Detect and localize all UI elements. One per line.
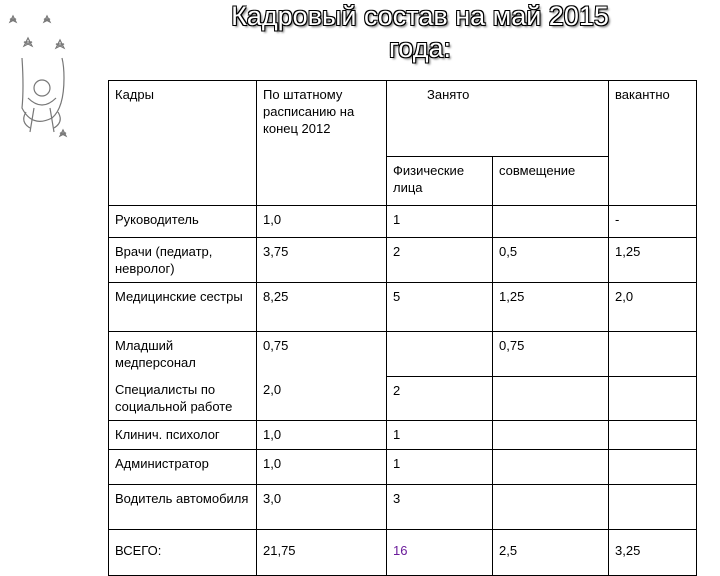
row-vacant: 3,25 [609, 530, 697, 576]
row-name: ВСЕГО: [109, 530, 257, 576]
row-physical: 1 [387, 450, 493, 485]
row-vacant [609, 332, 697, 377]
row-planned: 1,0 [257, 450, 387, 485]
row-physical: 2 [387, 238, 493, 283]
row-physical: 3 [387, 485, 493, 530]
row-planned: 2,0 [257, 376, 387, 421]
row-combined [493, 206, 609, 238]
row-physical [387, 332, 493, 377]
row-physical: 16 [387, 530, 493, 576]
table-row [109, 206, 697, 238]
header-staff: Кадры [109, 81, 257, 206]
header-physical: Физические лица [387, 157, 493, 206]
row-combined: 0,75 [493, 332, 609, 377]
table-row-total [109, 530, 697, 576]
row-vacant: - [609, 206, 697, 238]
row-physical: 1 [387, 206, 493, 238]
row-name: Младший медперсонал [109, 332, 257, 377]
row-planned: 3,0 [257, 485, 387, 530]
row-physical: 5 [387, 283, 493, 332]
row-planned: 3,75 [257, 238, 387, 283]
table-row [109, 376, 697, 421]
row-combined: 1,25 [493, 283, 609, 332]
row-vacant [609, 485, 697, 530]
row-vacant: 2,0 [609, 283, 697, 332]
row-name: Водитель автомобиля [109, 485, 257, 530]
row-name: Клинич. психолог [109, 421, 257, 450]
header-vacant: вакантно [609, 81, 697, 206]
table-row [109, 238, 697, 283]
row-planned: 0,75 [257, 332, 387, 377]
row-vacant [609, 450, 697, 485]
table-row [109, 421, 697, 450]
row-combined [493, 376, 609, 421]
staffing-table [108, 80, 697, 576]
title-line-1: Кадровый состав на май 2015 [231, 1, 609, 31]
row-physical: 1 [387, 421, 493, 450]
row-combined [493, 485, 609, 530]
row-vacant [609, 421, 697, 450]
row-name: Администратор [109, 450, 257, 485]
row-combined [493, 421, 609, 450]
row-planned: 21,75 [257, 530, 387, 576]
title-line-2: года: [389, 33, 451, 63]
row-planned: 8,25 [257, 283, 387, 332]
row-vacant [609, 376, 697, 421]
header-combined: совмещение [493, 157, 609, 206]
row-combined [493, 450, 609, 485]
row-name: Медицинские сестры [109, 283, 257, 332]
row-planned: 1,0 [257, 206, 387, 238]
row-combined: 0,5 [493, 238, 609, 283]
decorative-emblem-icon [4, 8, 84, 148]
page-title [180, 0, 660, 64]
row-name: Руководитель [109, 206, 257, 238]
row-name: Специалисты по социальной работе [109, 376, 257, 421]
row-combined: 2,5 [493, 530, 609, 576]
table-row [109, 485, 697, 530]
table-row [109, 450, 697, 485]
row-vacant: 1,25 [609, 238, 697, 283]
row-name: Врачи (педиатр, невролог) [109, 238, 257, 283]
header-planned: По штатному расписанию на конец 2012 [257, 81, 387, 206]
table-header-row [109, 81, 697, 157]
header-occupied: Занято [387, 81, 609, 157]
table-row [109, 283, 697, 332]
row-planned: 1,0 [257, 421, 387, 450]
row-physical: 2 [387, 376, 493, 421]
table-row [109, 332, 697, 377]
